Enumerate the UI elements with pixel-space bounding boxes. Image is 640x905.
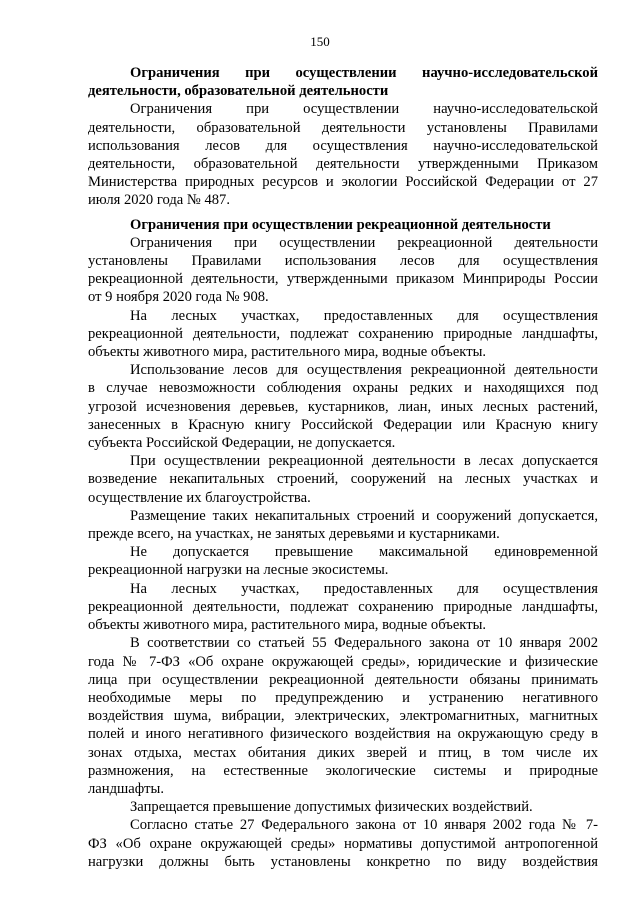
paragraph-line: прежде всего, на участках, не занятых деревьями и кустарниками. <box>88 526 500 543</box>
paragraph-line: полей и иного негативного физического воздействия на окружающую среду в <box>88 726 598 743</box>
paragraph-line: объекты животного мира, растительного мира, водные объекты. <box>88 344 487 361</box>
paragraph <box>88 543 598 579</box>
paragraph-line: осуществление их благоустройства. <box>88 489 311 506</box>
paragraph-line: рекреационной деятельности, утвержденными приказом Минприроды России <box>88 271 598 288</box>
paragraph <box>88 507 598 543</box>
paragraph-line: ФЗ «Об охране окружающей среды» нормативы допустимой антропогенной <box>88 835 598 852</box>
paragraph-line: В соответствии со статьей 55 Федерального закона от 10 января 2002 <box>130 635 598 652</box>
paragraph-line: ландшафты. <box>88 780 164 797</box>
paragraph-line: Министерства природных ресурсов и экологии Российской Федерации от 27 <box>88 174 598 191</box>
paragraph-line: Ограничения при осуществлении научно-исследовательской <box>130 101 598 118</box>
paragraph <box>88 307 598 362</box>
paragraph-line: размножения, на естественные экологические системы и природные <box>88 762 598 779</box>
paragraph-line: рекреационной деятельности, подлежат сохранению природные ландшафты, <box>88 598 598 615</box>
paragraph-line: установлены Правилами использования лесов для осуществления <box>88 253 598 270</box>
paragraph <box>88 100 598 209</box>
page-number: 150 <box>310 34 330 49</box>
paragraph-line: На лесных участках, предоставленных для осуществления <box>130 307 598 324</box>
paragraph-line: года № 7-ФЗ «Об охране окружающей среды», юридические и физические <box>88 653 598 670</box>
paragraph <box>88 634 598 798</box>
paragraph-line: использования лесов для осуществления научно-исследовательской <box>88 137 598 154</box>
paragraph-line: деятельности, образовательной деятельности утвержденными Приказом <box>88 156 598 173</box>
paragraph-line: рекреационной нагрузки на лесные экосистемы. <box>88 562 389 579</box>
paragraph <box>88 452 598 507</box>
paragraph <box>88 798 598 816</box>
paragraph-line: угрозой исчезновения деревьев, кустарников, лиан, иных лесных растений, <box>88 398 598 415</box>
paragraph-line: возведение некапитальных строений, сооружений на лесных участках и <box>88 471 598 488</box>
paragraph <box>88 580 598 635</box>
paragraph-line: лица при осуществлении рекреационной деятельности обязаны принимать <box>88 671 598 688</box>
paragraph-line: июля 2020 года № 487. <box>88 192 230 209</box>
paragraph-line: Не допускается превышение максимальной единовременной <box>130 544 598 561</box>
paragraph-line: от 9 ноября 2020 года № 908. <box>88 289 269 306</box>
paragraph-line: На лесных участках, предоставленных для осуществления <box>130 580 598 597</box>
paragraph <box>88 234 598 307</box>
paragraph-line: занесенных в Красную книгу Российской Федерации или Красную книгу <box>88 416 598 433</box>
paragraph-line: При осуществлении рекреационной деятельности в лесах допускается <box>130 453 598 470</box>
heading-line: Ограничения при осуществлении научно-исследовательской <box>130 65 598 81</box>
section-heading <box>88 64 598 100</box>
document-section <box>88 64 598 210</box>
paragraph-line: Размещение таких некапитальных строений и сооружений допускается, <box>130 507 598 524</box>
paragraph-line: зонах отдыха, местах обитания диких зверей и птиц, в том числе их <box>88 744 598 761</box>
paragraph-line: необходимые меры по предупреждению и устранению негативного <box>88 689 598 706</box>
paragraph-line: Запрещается превышение допустимых физических воздействий. <box>130 799 533 816</box>
paragraph-line: нагрузки должны быть установлены конкретно по виду воздействия <box>88 853 598 870</box>
heading-line: Ограничения при осуществлении рекреационной деятельности <box>130 216 551 233</box>
paragraph-line: Согласно статье 27 Федерального закона от 10 января 2002 года № 7- <box>130 817 598 834</box>
paragraph-line: Ограничения при осуществлении рекреационной деятельности <box>130 234 598 251</box>
paragraph-line: объекты животного мира, растительного мира, водные объекты. <box>88 617 487 634</box>
paragraph <box>88 361 598 452</box>
section-heading <box>88 216 598 234</box>
paragraph-line: воздействия шума, вибрации, электрических, электромагнитных, магнитных <box>88 708 598 725</box>
document-section <box>88 210 598 871</box>
paragraph-line: Использование лесов для осуществления рекреационной деятельности <box>130 362 598 379</box>
paragraph <box>88 816 598 871</box>
paragraph-line: в случае невозможности соблюдения охраны редких и находящихся под <box>88 380 598 397</box>
paragraph-line: деятельности, образовательной деятельности установлены Правилами <box>88 119 598 136</box>
paragraph-line: субъекта Российской Федерации, не допускается. <box>88 435 396 452</box>
document-body <box>88 64 598 871</box>
paragraph-line: рекреационной деятельности, подлежат сохранению природные ландшафты, <box>88 325 598 342</box>
heading-line: деятельности, образовательной деятельности <box>88 83 389 100</box>
